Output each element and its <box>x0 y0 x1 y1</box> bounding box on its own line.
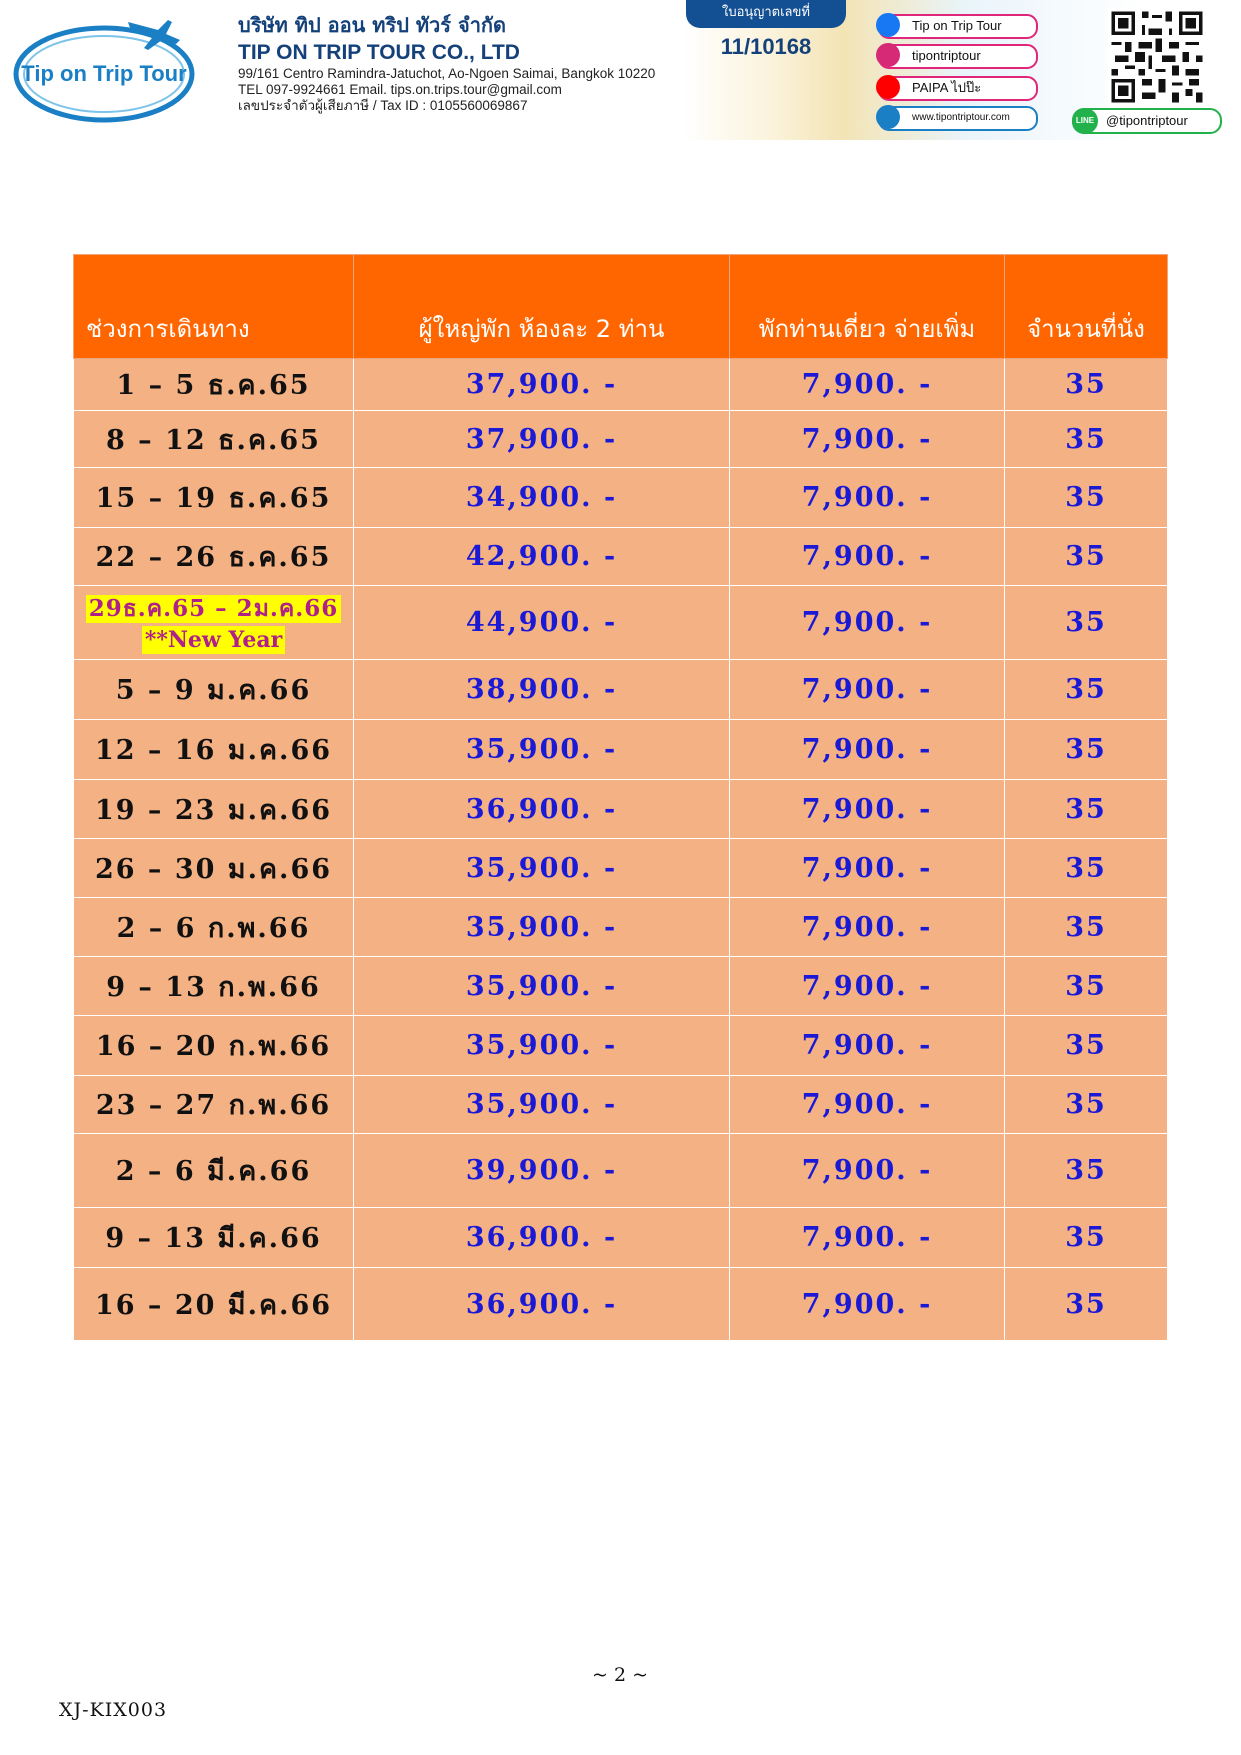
line-id-text: @tipontriptour <box>1106 113 1188 128</box>
adult-price: 39,900. - <box>354 1134 730 1208</box>
adult-price: 36,900. - <box>354 1208 730 1268</box>
table-row <box>74 780 1168 839</box>
single-supplement: 7,900. - <box>730 468 1005 528</box>
adult-price: 35,900. - <box>354 1016 730 1076</box>
single-supplement: 7,900. - <box>730 359 1005 411</box>
adult-price: 35,900. - <box>354 839 730 898</box>
social-website-text: www.tipontriptour.com <box>912 112 1010 123</box>
social-youtube[interactable] <box>878 76 1038 101</box>
travel-date: 15 – 19 ธ.ค.65 <box>74 468 354 528</box>
table-row <box>74 1016 1168 1076</box>
document-code: XJ-KIX003 <box>59 1699 168 1721</box>
table-row <box>74 720 1168 780</box>
single-supplement: 7,900. - <box>730 839 1005 898</box>
license-label: ใบอนุญาตเลขที่ <box>686 0 846 28</box>
seat-count: 35 <box>1005 586 1168 660</box>
seat-count: 35 <box>1005 528 1168 586</box>
single-supplement: 7,900. - <box>730 1268 1005 1341</box>
qr-code <box>1108 8 1206 106</box>
table-row <box>74 1134 1168 1208</box>
adult-price: 44,900. - <box>354 586 730 660</box>
travel-date: 12 – 16 ม.ค.66 <box>74 720 354 780</box>
line-icon: LINE <box>1072 108 1098 134</box>
table-row <box>74 898 1168 957</box>
table-row <box>74 957 1168 1016</box>
company-contact: TEL 097-9924661 Email. tips.on.trips.tour@gmail.com <box>238 82 562 97</box>
travel-date: 1 – 5 ธ.ค.65 <box>74 359 354 411</box>
social-facebook[interactable] <box>878 14 1038 39</box>
travel-date: 26 – 30 ม.ค.66 <box>74 839 354 898</box>
instagram-icon <box>876 43 900 67</box>
seat-count: 35 <box>1005 1208 1168 1268</box>
travel-date: 16 – 20 มี.ค.66 <box>74 1268 354 1341</box>
table-row <box>74 528 1168 586</box>
adult-price: 36,900. - <box>354 780 730 839</box>
header-seats: จำนวนที่นั่ง <box>1005 255 1168 359</box>
adult-price: 37,900. - <box>354 411 730 468</box>
table-row <box>74 411 1168 468</box>
seat-count: 35 <box>1005 1016 1168 1076</box>
company-logo <box>8 8 198 126</box>
single-supplement: 7,900. - <box>730 898 1005 957</box>
seat-count: 35 <box>1005 1076 1168 1134</box>
web-icon <box>876 105 900 129</box>
travel-date: 23 – 27 ก.พ.66 <box>74 1076 354 1134</box>
company-name-en: TIP ON TRIP TOUR CO., LTD <box>238 41 520 64</box>
travel-date: 8 – 12 ธ.ค.65 <box>74 411 354 468</box>
travel-date: 2 – 6 ก.พ.66 <box>74 898 354 957</box>
single-supplement: 7,900. - <box>730 528 1005 586</box>
seat-count: 35 <box>1005 411 1168 468</box>
adult-price: 37,900. - <box>354 359 730 411</box>
social-instagram-text: tipontriptour <box>912 48 981 63</box>
social-instagram[interactable] <box>878 44 1038 69</box>
header-adult-twin-price: ผู้ใหญ่พัก ห้องละ 2 ท่าน <box>354 255 730 359</box>
letterhead <box>0 0 1241 140</box>
table-header-row <box>74 255 1168 359</box>
adult-price: 35,900. - <box>354 957 730 1016</box>
single-supplement: 7,900. - <box>730 957 1005 1016</box>
adult-price: 36,900. - <box>354 1268 730 1341</box>
new-year-note: **New Year <box>142 626 285 654</box>
adult-price: 34,900. - <box>354 468 730 528</box>
travel-date: 22 – 26 ธ.ค.65 <box>74 528 354 586</box>
travel-date: 9 – 13 มี.ค.66 <box>74 1208 354 1268</box>
travel-date: 29ธ.ค.65 – 2ม.ค.66 <box>86 595 342 623</box>
travel-date: 9 – 13 ก.พ.66 <box>74 957 354 1016</box>
seat-count: 35 <box>1005 1134 1168 1208</box>
seat-count: 35 <box>1005 720 1168 780</box>
single-supplement: 7,900. - <box>730 660 1005 720</box>
social-youtube-text: PAIPA ไปป๊ะ <box>912 80 982 95</box>
page-number: ~ 2 ~ <box>591 1664 648 1686</box>
adult-price: 35,900. - <box>354 1076 730 1134</box>
table-row <box>74 1208 1168 1268</box>
header-single-supplement: พักท่านเดี่ยว จ่ายเพิ่ม <box>730 255 1005 359</box>
single-supplement: 7,900. - <box>730 780 1005 839</box>
license-number: 11/10168 <box>720 34 812 59</box>
seat-count: 35 <box>1005 468 1168 528</box>
single-supplement: 7,900. - <box>730 411 1005 468</box>
social-website[interactable] <box>878 106 1038 131</box>
adult-price: 42,900. - <box>354 528 730 586</box>
travel-date: 16 – 20 ก.พ.66 <box>74 1016 354 1076</box>
company-name-th: บริษัท ทิป ออน ทริป ทัวร์ จำกัด <box>238 13 507 37</box>
single-supplement: 7,900. - <box>730 1016 1005 1076</box>
single-supplement: 7,900. - <box>730 1076 1005 1134</box>
seat-count: 35 <box>1005 839 1168 898</box>
company-address: 99/161 Centro Ramindra-Jatuchot, Ao-Ngoen Saimai, Bangkok 10220 <box>238 66 656 81</box>
company-block <box>238 12 688 114</box>
table-row <box>74 1076 1168 1134</box>
seat-count: 35 <box>1005 898 1168 957</box>
table-row <box>74 839 1168 898</box>
travel-date: 5 – 9 ม.ค.66 <box>74 660 354 720</box>
seat-count: 35 <box>1005 660 1168 720</box>
table-row <box>74 468 1168 528</box>
youtube-icon <box>876 75 900 99</box>
adult-price: 35,900. - <box>354 720 730 780</box>
single-supplement: 7,900. - <box>730 1208 1005 1268</box>
company-tax-id: เลขประจำตัวผู้เสียภาษี / Tax ID : 0105560069867 <box>238 98 528 113</box>
seat-count: 35 <box>1005 780 1168 839</box>
table-row <box>74 660 1168 720</box>
travel-date-new-year <box>74 586 354 660</box>
logo-text: Tip on Trip Tour <box>21 61 187 86</box>
seat-count: 35 <box>1005 359 1168 411</box>
line-id[interactable] <box>1072 108 1222 134</box>
travel-date: 19 – 23 ม.ค.66 <box>74 780 354 839</box>
facebook-icon <box>876 13 900 37</box>
travel-date: 2 – 6 มี.ค.66 <box>74 1134 354 1208</box>
social-facebook-text: Tip on Trip Tour <box>912 18 1002 33</box>
adult-price: 38,900. - <box>354 660 730 720</box>
table-row <box>74 359 1168 411</box>
single-supplement: 7,900. - <box>730 1134 1005 1208</box>
table-row-new-year <box>74 586 1168 660</box>
single-supplement: 7,900. - <box>730 586 1005 660</box>
single-supplement: 7,900. - <box>730 720 1005 780</box>
seat-count: 35 <box>1005 957 1168 1016</box>
price-table <box>73 254 1168 1341</box>
seat-count: 35 <box>1005 1268 1168 1341</box>
table-row <box>74 1268 1168 1341</box>
header-travel-period: ช่วงการเดินทาง <box>74 255 354 359</box>
adult-price: 35,900. - <box>354 898 730 957</box>
